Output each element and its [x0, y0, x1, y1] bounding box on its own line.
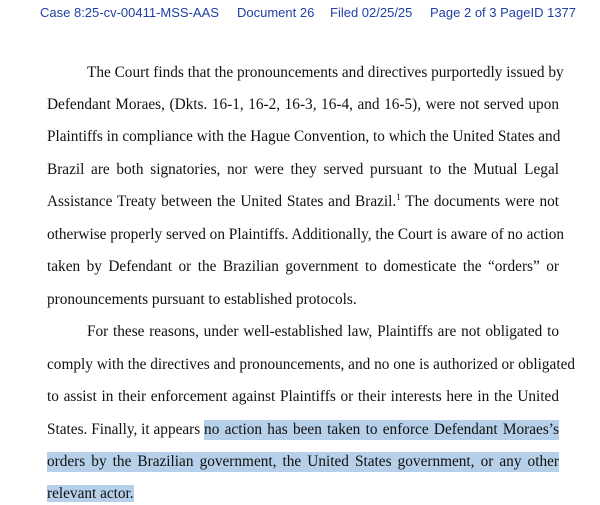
highlighted-text-start[interactable]: no action has been taken to enforce Defendant Moraes’s — [204, 421, 559, 438]
highlighted-text-end[interactable]: relevant actor. — [47, 485, 134, 502]
paragraph-1-line-5-text: Assistance Treaty between the United States and Brazil. — [47, 193, 397, 210]
paragraph-1-line-5-tail: The documents were not — [400, 193, 560, 210]
paragraph-1-line-8: pronouncements pursuant to established protocols. — [47, 291, 357, 308]
highlighted-text-middle[interactable]: orders by the Brazilian government, the United States government, or any other — [47, 453, 559, 470]
paragraph-1-line-1: The Court finds that the pronouncements and directives purportedly issued by — [87, 64, 564, 81]
paragraph-1-line-6: otherwise properly served on Plaintiffs. Additionally, the Court is aware of no action — [47, 226, 565, 243]
paragraph-2-line-1: For these reasons, under well-established law, Plaintiffs are not obligated to — [87, 323, 559, 340]
paragraph-2-line-3: to assist in their enforcement against Plaintiffs or their interests here in the United — [47, 388, 559, 405]
paragraph-2-line-4-text: States. Finally, it appears — [47, 421, 205, 438]
paragraph-2-line-2: comply with the directives and pronouncements, and no one is authorized or obligated — [47, 356, 576, 373]
document-number: Document 26 — [237, 5, 315, 20]
filed-date: Filed 02/25/25 — [330, 5, 413, 20]
paragraph-1-line-7: taken by Defendant or the Brazilian government to domesticate the “orders” or — [47, 258, 559, 275]
footnote-marker[interactable]: 1 — [396, 191, 401, 202]
paragraph-1-line-3: Plaintiffs in compliance with the Hague Convention, to which the United States and — [47, 128, 561, 145]
paragraph-1-line-4: Brazil are both signatories, nor were they served pursuant to the Mutual Legal — [47, 161, 559, 178]
paragraph-1-line-5 — [47, 192, 559, 212]
paragraph-1-line-2: Defendant Moraes, (Dkts. 16-1, 16-2, 16-3, 16-4, and 16-5), were not served upon — [47, 96, 559, 113]
paragraph-2-line-4 — [47, 420, 559, 440]
case-number: Case 8:25-cv-00411-MSS-AAS — [40, 5, 219, 20]
page-id: Page 2 of 3 PageID 1377 — [430, 5, 577, 20]
paragraph-2-line-6 — [47, 484, 559, 504]
